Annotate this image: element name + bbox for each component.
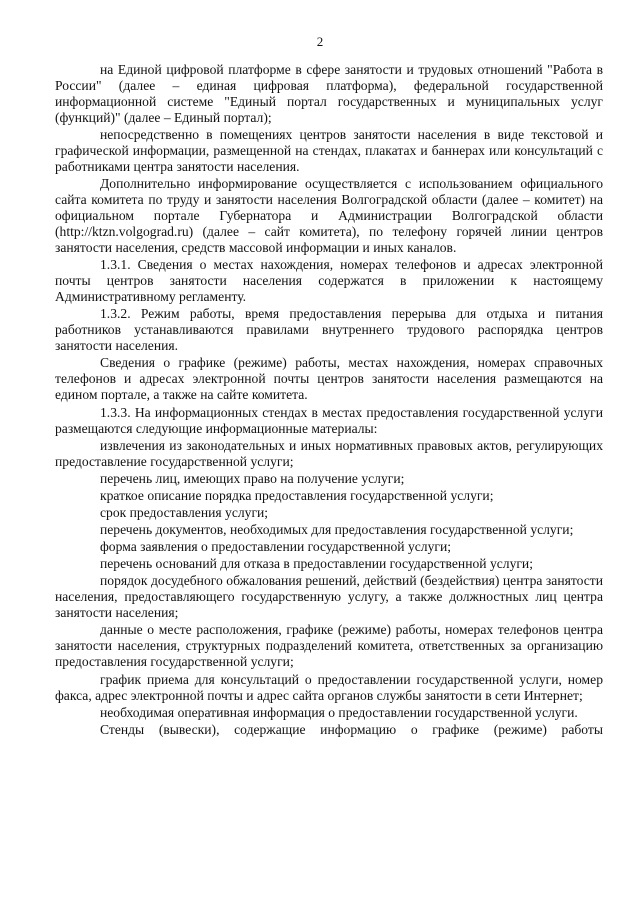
paragraph: 1.3.2. Режим работы, время предоставления перерыва для отдыха и питания работников устанавливаются правилами внутреннего трудового распорядка центров занятости населения. <box>55 306 603 354</box>
paragraph: необходимая оперативная информация о предоставлении государственной услуги. <box>100 704 578 720</box>
paragraph: срок предоставления услуги; <box>100 504 269 520</box>
paragraph: непосредственно в помещениях центров занятости населения в виде текстовой и графической информации, размещенной на стендах, плакатах и баннерах или консультаций с работниками центра занятости населения. <box>55 127 603 175</box>
paragraph: Дополнительно информирование осуществляется с использованием официального сайта комитета по труду и занятости населения Волгоградской области (далее – комитет) на официальном портале Губернатора и Администрации Волгоградской области (http://ktzn.volgograd.ru) (далее – сайт комитета), по телефону горячей линии центров занятости населения, средств массовой информации и иных каналов. <box>55 176 603 256</box>
paragraph: краткое описание порядка предоставления государственной услуги; <box>100 487 494 503</box>
paragraph: данные о месте расположения, графике (режиме) работы, номерах телефонов центра занятости населения, структурных подразделений комитета, ответственных за организацию предоставления государственной услуги; <box>55 622 603 670</box>
paragraph: форма заявления о предоставлении государственной услуги; <box>100 539 451 555</box>
body-text <box>55 62 603 738</box>
paragraph: порядок досудебного обжалования решений, действий (бездействия) центра занятости населения, предоставляющего государственную услугу, а также должностных лиц центра занятости населения; <box>55 573 603 621</box>
paragraph: график приема для консультаций о предоставлении государственной услуги, номер факса, адрес электронной почты и адрес сайта органов службы занятости в сети Интернет; <box>55 671 603 703</box>
paragraph: Сведения о графике (режиме) работы, местах нахождения, номерах справочных телефонов и адресах электронной почты центров занятости населения размещаются на едином портале, а также на сайте комитета. <box>55 355 603 403</box>
paragraph: извлечения из законодательных и иных нормативных правовых актов, регулирующих предоставление государственной услуги; <box>55 437 603 469</box>
paragraph: 1.3.1. Сведения о местах нахождения, номерах телефонов и адресах электронной почты центров занятости населения содержатся в приложении к настоящему Административному регламенту. <box>55 257 603 305</box>
paragraph: Стенды (вывески), содержащие информацию о графике (режиме) работы <box>100 721 603 737</box>
page-number: 2 <box>316 34 324 49</box>
paragraph: перечень оснований для отказа в предоставлении государственной услуги; <box>100 556 533 572</box>
paragraph: перечень лиц, имеющих право на получение услуги; <box>100 470 405 486</box>
paragraph: на Единой цифровой платформе в сфере занятости и трудовых отношений "Работа в России" (далее – единая цифровая платформа), федеральной государственной информационной системе "Единый портал государственных и муниципальных услуг (функций)" (далее – Единый портал); <box>55 62 603 125</box>
paragraph: перечень документов, необходимых для предоставления государственной услуги; <box>100 522 574 538</box>
paragraph: 1.3.3. На информационных стендах в местах предоставления государственной услуги размещаются следующие информационные материалы: <box>55 404 603 436</box>
